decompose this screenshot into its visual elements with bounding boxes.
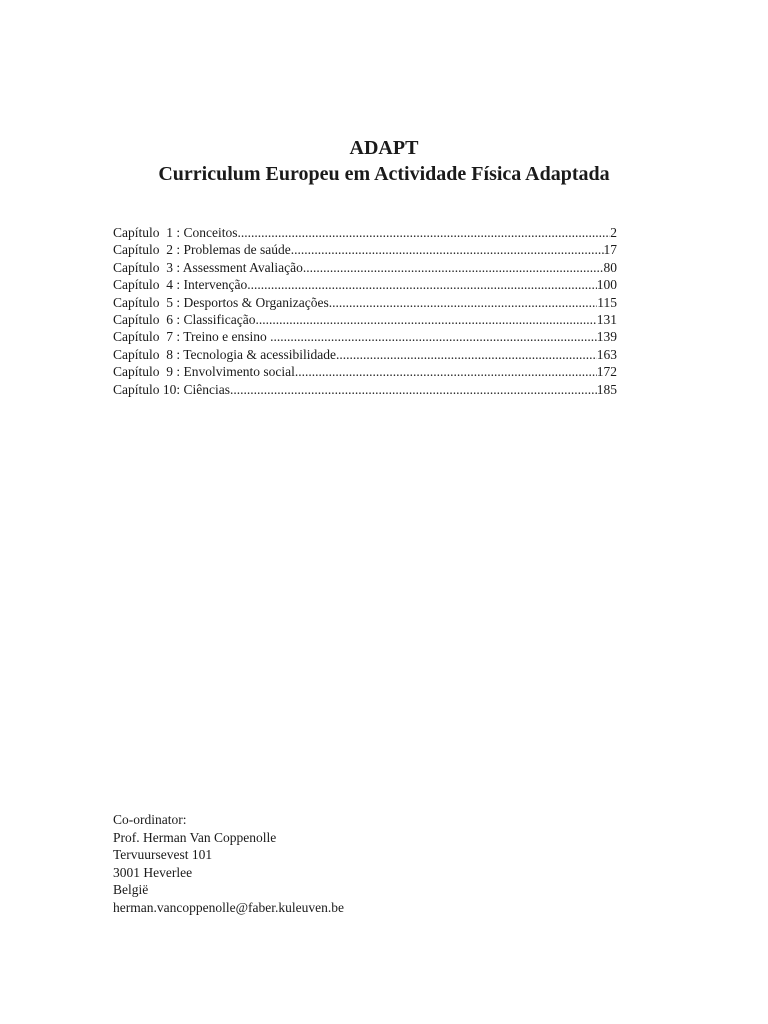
toc-entry-page: 2 — [610, 225, 617, 240]
title-block — [0, 135, 768, 187]
toc-leader-dots — [270, 328, 597, 345]
toc-entry — [113, 224, 617, 241]
document-title: ADAPT — [349, 137, 419, 159]
toc-entry-page: 17 — [603, 242, 617, 258]
contact-email: herman.vancoppenolle@faber.kuleuven.be — [113, 899, 344, 915]
toc-leader-dots — [295, 363, 597, 380]
toc-leader-dots — [255, 311, 596, 328]
toc-entry-page: 163 — [596, 346, 617, 362]
toc-entry-label: Capítulo 1 : Conceitos — [113, 225, 238, 240]
contact-city: 3001 Heverlee — [113, 864, 193, 880]
toc-entry-label: Capítulo 7 : Treino e ensino — [113, 329, 271, 345]
contact-country: België — [113, 882, 149, 898]
contact-role: Co-ordinator: — [113, 812, 187, 827]
toc-entry-label: Capítulo 9 : Envolvimento social — [113, 364, 295, 380]
document-subtitle: Curriculum Europeu em Actividade Física Adaptada — [158, 163, 610, 185]
toc-entry-label: Capítulo 8 : Tecnologia & acessibilidade — [113, 346, 337, 362]
toc-entry-label: Capítulo 4 : Intervenção — [113, 277, 248, 293]
toc-entry — [113, 363, 617, 380]
toc-entry-page: 115 — [597, 294, 617, 310]
toc-leader-dots — [329, 294, 598, 311]
toc-entry — [113, 328, 617, 345]
toc-leader-dots — [238, 224, 611, 241]
toc-leader-dots — [336, 346, 597, 363]
toc-entry-label: Capítulo 3 : Assessment Avaliação — [113, 259, 303, 275]
toc-leader-dots — [247, 276, 597, 293]
toc-entry — [113, 294, 617, 311]
toc-entry — [113, 259, 617, 276]
toc-entry — [113, 311, 617, 328]
toc-leader-dots — [303, 259, 604, 276]
toc-entry — [113, 276, 617, 293]
toc-entry-page: 185 — [596, 381, 617, 397]
toc-leader-dots — [230, 381, 597, 398]
toc-entry — [113, 346, 617, 363]
toc-entry — [113, 381, 617, 398]
toc-entry-label: Capítulo 10: Ciências — [113, 381, 230, 397]
toc-leader-dots — [291, 241, 604, 258]
toc-entry-label: Capítulo 5 : Desportos & Organizações — [113, 294, 329, 310]
toc-entry-page: 131 — [596, 312, 617, 328]
toc-entry — [113, 241, 617, 258]
toc-entry-page: 100 — [596, 277, 617, 293]
contact-block — [113, 811, 344, 917]
toc-entry-page: 139 — [596, 329, 617, 345]
contact-name: Prof. Herman Van Coppenolle — [113, 829, 277, 845]
table-of-contents — [113, 224, 617, 398]
toc-entry-label: Capítulo 6 : Classificação — [113, 312, 256, 328]
contact-street: Tervuursevest 101 — [113, 847, 213, 863]
toc-entry-page: 80 — [603, 259, 617, 275]
toc-entry-label: Capítulo 2 : Problemas de saúde — [113, 242, 291, 258]
toc-entry-page: 172 — [596, 364, 617, 380]
